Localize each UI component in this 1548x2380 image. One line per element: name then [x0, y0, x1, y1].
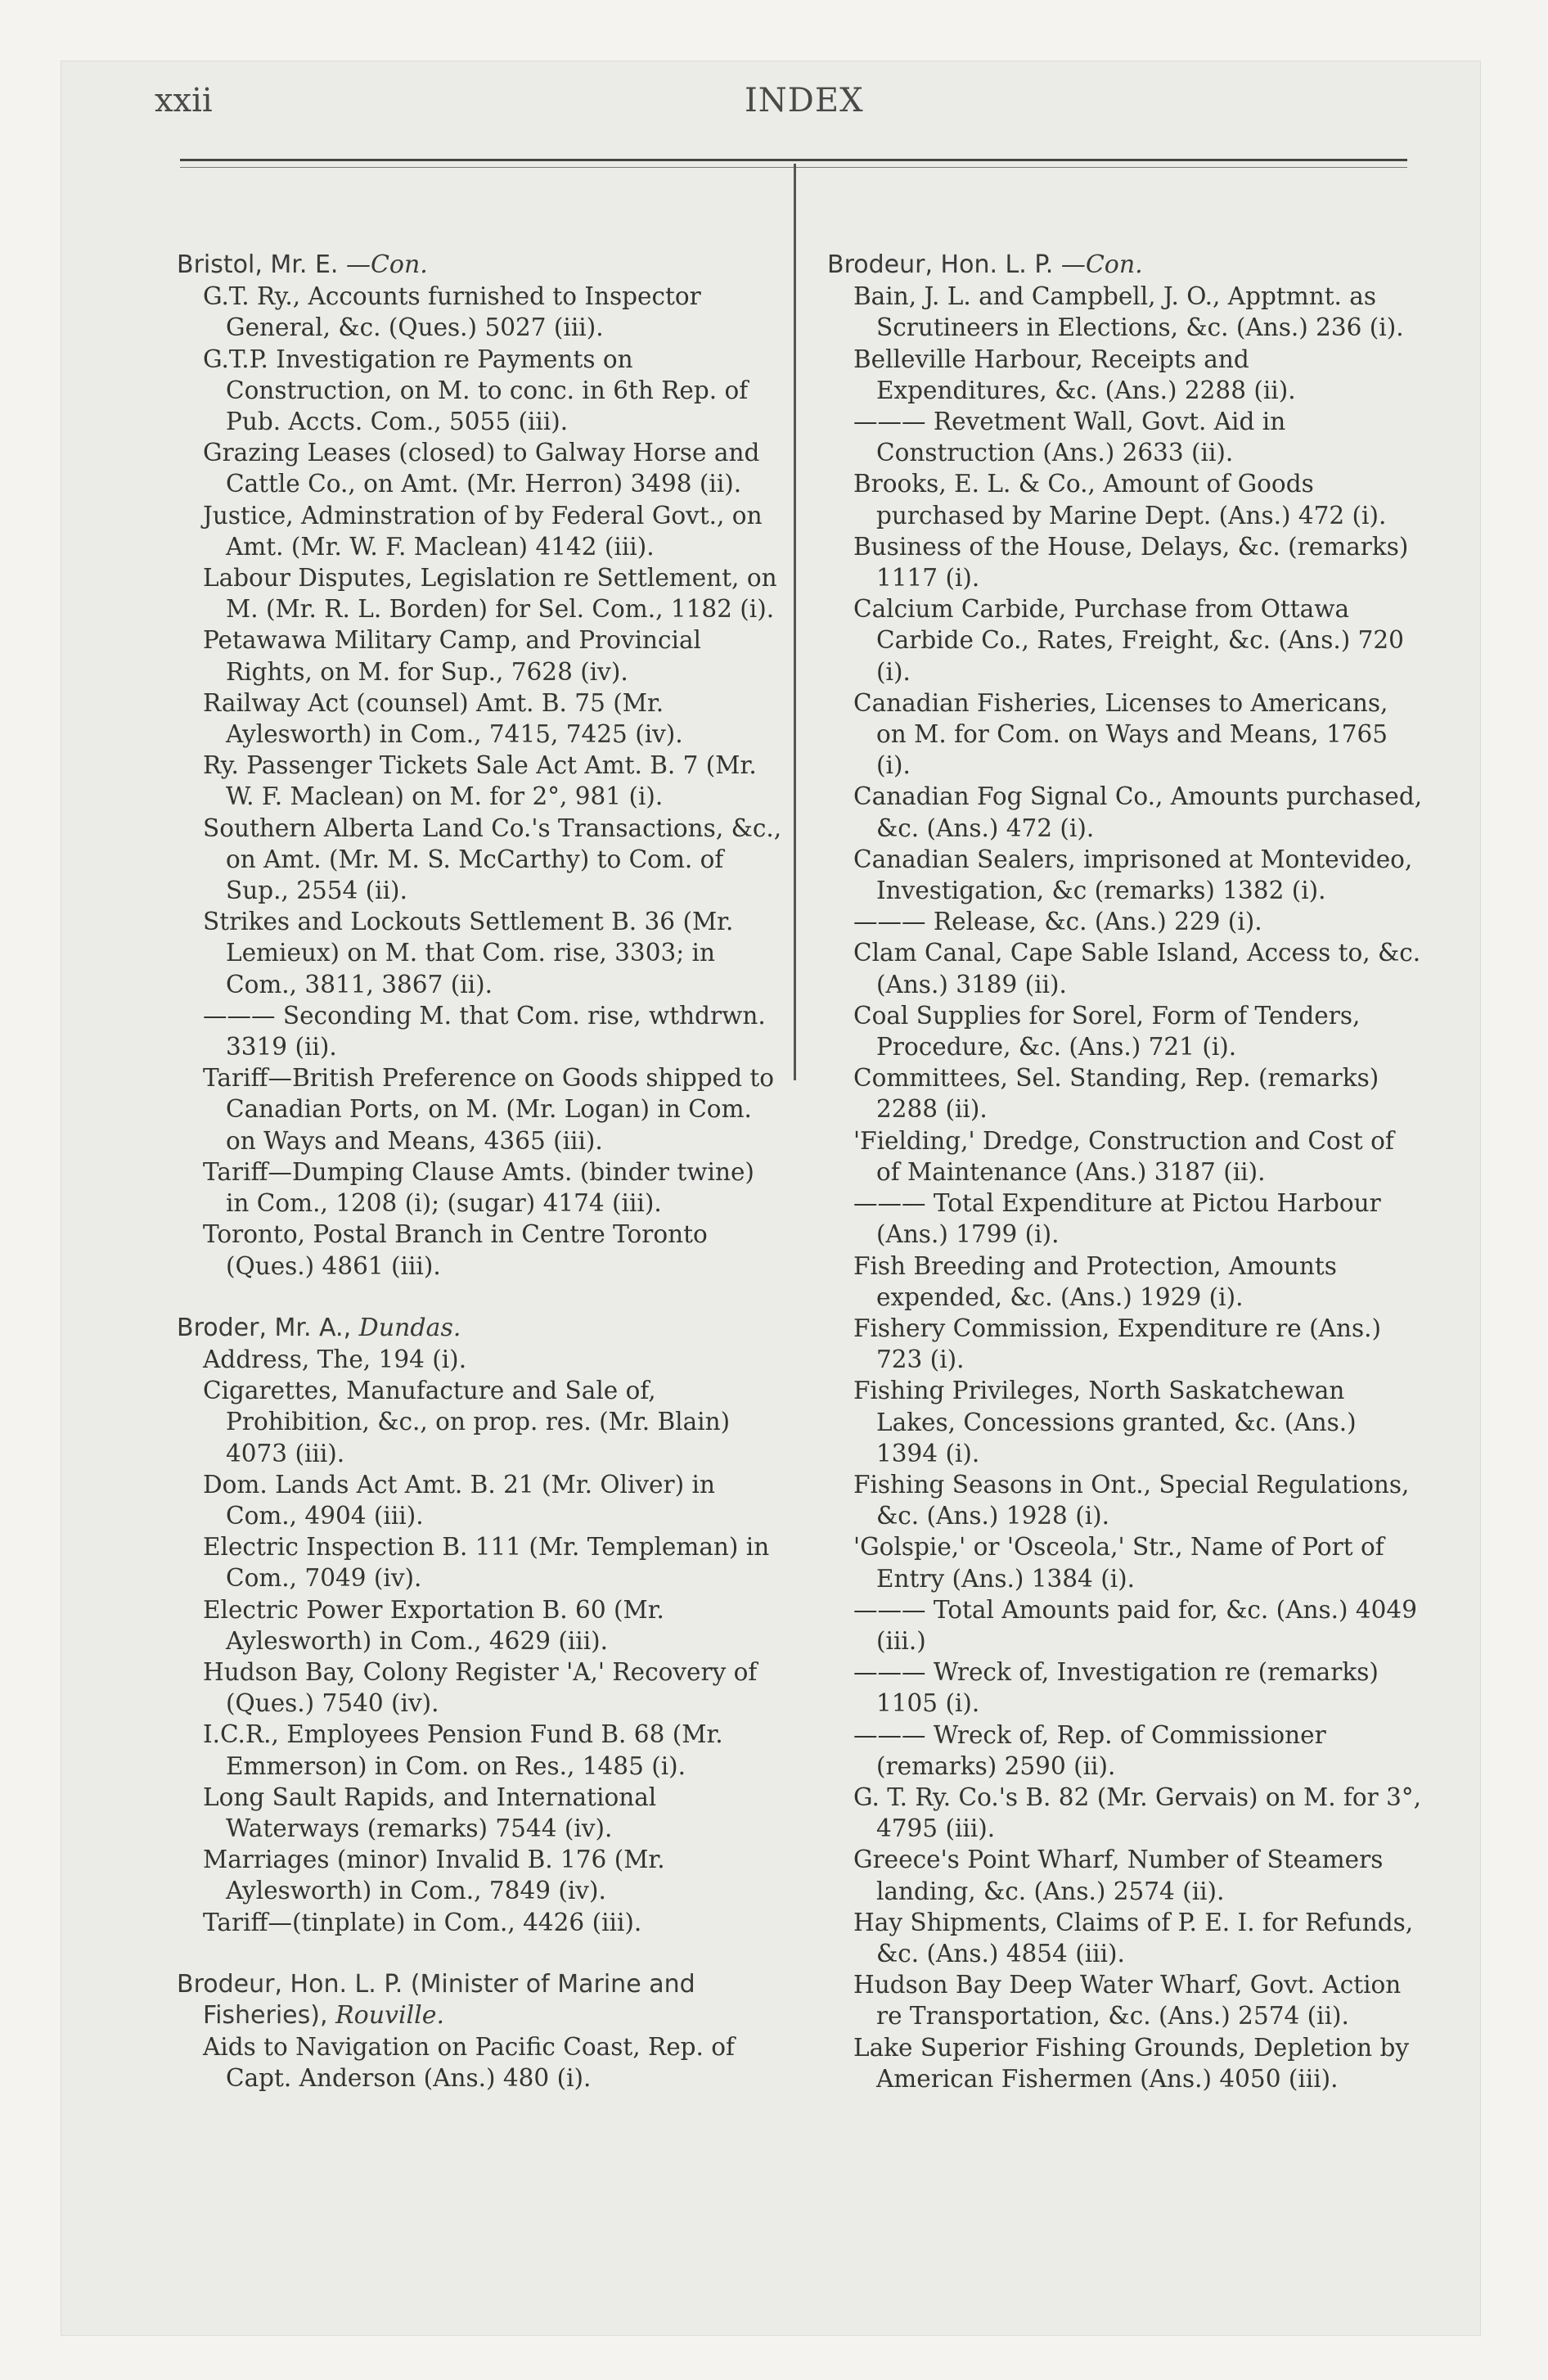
index-entry: Clam Canal, Cape Sable Island, Access to, &c. (Ans.) 3189 (ii).	[853, 939, 1421, 998]
index-entry: Hay Shipments, Claims of P. E. I. for Refunds, &c. (Ans.) 4854 (iii).	[853, 1908, 1414, 1968]
index-entry: G. T. Ry. Co.'s B. 82 (Mr. Gervais) on M. for 3°, 4795 (iii).	[853, 1783, 1422, 1843]
index-entry: Business of the House, Delays, &c. (remarks) 1117 (i).	[853, 532, 1409, 593]
index-entry: Brooks, E. L. & Co., Amount of Goods purchased by Marine Dept. (Ans.) 472 (i).	[853, 470, 1387, 530]
index-entry: Ry. Passenger Tickets Sale Act Amt. B. 7 (Mr. W. F. Maclean) on M. for 2°, 981 (i).	[203, 751, 757, 811]
left-column	[177, 250, 782, 2094]
index-entry: Fishing Seasons in Ont., Special Regulations, &c. (Ans.) 1928 (i).	[853, 1470, 1410, 1530]
page-title: INDEX	[745, 82, 864, 119]
index-entry: Calcium Carbide, Purchase from Ottawa Carbide Co., Rates, Freight, &c. (Ans.) 720 (i).	[853, 595, 1404, 686]
index-entry: I.C.R., Employees Pension Fund B. 68 (Mr. Emmerson) in Com. on Res., 1485 (i).	[203, 1720, 723, 1780]
index-entry: Fishing Privileges, North Saskatchewan Lakes, Concessions granted, &c. (Ans.) 1394 (i).	[853, 1377, 1357, 1467]
index-entry: Tariff—Dumping Clause Amts. (binder twine) in Com., 1208 (i); (sugar) 4174 (iii).	[203, 1157, 754, 1218]
index-entry: Petawawa Military Camp, and Provincial Rights, on M. for Sup., 7628 (iv).	[203, 626, 701, 686]
heading-suffix: —Con.	[345, 250, 428, 279]
heading-name: Bristol, Mr. E.	[177, 250, 346, 279]
index-entry: ——— Release, &c. (Ans.) 229 (i).	[853, 908, 1262, 936]
index-entry: Fish Breeding and Protection, Amounts expended, &c. (Ans.) 1929 (i).	[853, 1251, 1337, 1311]
index-entry: Strikes and Lockouts Settlement B. 36 (Mr. Lemieux) on M. that Com. rise, 3303; in Com., 3811, 3867 (ii).	[203, 908, 734, 998]
index-heading	[827, 250, 1424, 281]
index-entry: Lake Superior Fishing Grounds, Depletion by American Fishermen (Ans.) 4050 (iii).	[853, 2033, 1410, 2093]
index-entry: Tariff—(tinplate) in Com., 4426 (iii).	[203, 1908, 642, 1936]
heading-suffix: Rouville.	[335, 2000, 445, 2030]
index-entry: 'Fielding,' Dredge, Construction and Cost of of Maintenance (Ans.) 3187 (ii).	[853, 1126, 1394, 1186]
index-heading	[177, 1969, 782, 2031]
right-column	[827, 250, 1424, 2094]
heading-name: Broder, Mr. A.,	[177, 1313, 359, 1342]
index-entry: ——— Revetment Wall, Govt. Aid in Construction (Ans.) 2633 (ii).	[853, 408, 1286, 467]
index-entry: Southern Alberta Land Co.'s Transactions, &c., on Amt. (Mr. M. S. McCarthy) to Com. of Sup., 2554 (ii).	[203, 814, 782, 905]
index-entry: Justice, Adminstration of by Federal Govt., on Amt. (Mr. W. F. Maclean) 4142 (iii).	[203, 501, 763, 561]
index-entry: Grazing Leases (closed) to Galway Horse and Cattle Co., on Amt. (Mr. Herron) 3498 (ii).	[203, 439, 760, 498]
index-entry: ——— Seconding M. that Com. rise, wthdrwn. 3319 (ii).	[203, 1001, 766, 1062]
index-entry: Electric Power Exportation B. 60 (Mr. Aylesworth) in Com., 4629 (iii).	[203, 1595, 664, 1655]
index-entry: Tariff—British Preference on Goods shipped to Canadian Ports, on M. (Mr. Logan) in Com. on Ways and Means, 4365 (iii).	[203, 1064, 774, 1155]
index-entry: Labour Disputes, Legislation re Settlement, on M. (Mr. R. L. Borden) for Sel. Com., 1182 (i).	[203, 564, 777, 624]
index-heading	[177, 250, 782, 281]
index-entry: Aids to Navigation on Pacific Coast, Rep. of Capt. Anderson (Ans.) 480 (i).	[203, 2033, 735, 2093]
index-entry: Hudson Bay Deep Water Wharf, Govt. Action re Transportation, &c. (Ans.) 2574 (ii).	[853, 1971, 1402, 2031]
index-entry: Canadian Sealers, imprisoned at Montevideo, Investigation, &c (remarks) 1382 (i).	[853, 845, 1413, 905]
index-entry: Greece's Point Wharf, Number of Steamers landing, &c. (Ans.) 2574 (ii).	[853, 1846, 1384, 1905]
index-entry: Coal Supplies for Sorel, Form of Tenders, Procedure, &c. (Ans.) 721 (i).	[853, 1001, 1361, 1062]
heading-name: Brodeur, Hon. L. P. (Minister of Marine and Fisheries),	[177, 1969, 695, 2030]
column-divider	[794, 164, 796, 1080]
section-gap	[177, 1282, 782, 1313]
heading-name: Brodeur, Hon. L. P.	[827, 250, 1061, 279]
index-entry: ——— Wreck of, Rep. of Commissioner (remarks) 2590 (ii).	[853, 1720, 1326, 1780]
section-gap	[177, 1938, 782, 1969]
index-entry: Dom. Lands Act Amt. B. 21 (Mr. Oliver) in Com., 4904 (iii).	[203, 1470, 715, 1530]
index-entry: ——— Total Amounts paid for, &c. (Ans.) 4049 (iii.)	[853, 1595, 1417, 1655]
index-entry: Toronto, Postal Branch in Centre Toronto (Ques.) 4861 (iii).	[203, 1220, 708, 1280]
index-entry: ——— Wreck of, Investigation re (remarks) 1105 (i).	[853, 1658, 1379, 1718]
index-entry: Committees, Sel. Standing, Rep. (remarks) 2288 (ii).	[853, 1064, 1379, 1124]
heading-suffix: —Con.	[1060, 250, 1143, 279]
index-entry: 'Golspie,' or 'Osceola,' Str., Name of Port of Entry (Ans.) 1384 (i).	[853, 1533, 1384, 1593]
index-entry: G.T.P. Investigation re Payments on Construction, on M. to conc. in 6th Rep. of Pub. Accts. Com., 5055 (iii).	[203, 345, 749, 436]
index-entry: Belleville Harbour, Receipts and Expenditures, &c. (Ans.) 2288 (ii).	[853, 345, 1296, 404]
index-entry: Electric Inspection B. 111 (Mr. Templeman) in Com., 7049 (iv).	[203, 1533, 770, 1593]
header-rule	[180, 159, 1407, 161]
index-heading	[177, 1313, 782, 1344]
index-entry: Railway Act (counsel) Amt. B. 75 (Mr. Aylesworth) in Com., 7415, 7425 (iv).	[203, 688, 683, 749]
index-entry: Canadian Fog Signal Co., Amounts purchased, &c. (Ans.) 472 (i).	[853, 782, 1423, 842]
index-entry: Cigarettes, Manufacture and Sale of, Prohibition, &c., on prop. res. (Mr. Blain) 4073 (iii).	[203, 1377, 731, 1467]
index-entry: Marriages (minor) Invalid B. 176 (Mr. Aylesworth) in Com., 7849 (iv).	[203, 1846, 665, 1905]
index-entry: Fishery Commission, Expenditure re (Ans.) 723 (i).	[853, 1314, 1381, 1374]
index-entry: ——— Total Expenditure at Pictou Harbour (Ans.) 1799 (i).	[853, 1189, 1381, 1249]
heading-suffix: Dundas.	[358, 1313, 461, 1342]
page-number: xxii	[155, 82, 213, 119]
index-entry: G.T. Ry., Accounts furnished to Inspector General, &c. (Ques.) 5027 (iii).	[203, 282, 701, 342]
index-entry: Bain, J. L. and Campbell, J. O., Apptmnt. as Scrutineers in Elections, &c. (Ans.) 236 (i).	[853, 282, 1404, 342]
index-entry: Long Sault Rapids, and International Waterways (remarks) 7544 (iv).	[203, 1783, 657, 1842]
index-entry: Hudson Bay, Colony Register 'A,' Recovery of (Ques.) 7540 (iv).	[203, 1657, 758, 1718]
index-entry: Address, The, 194 (i).	[203, 1345, 467, 1373]
index-entry: Canadian Fisheries, Licenses to Americans, on M. for Com. on Ways and Means, 1765 (i).	[853, 688, 1388, 780]
